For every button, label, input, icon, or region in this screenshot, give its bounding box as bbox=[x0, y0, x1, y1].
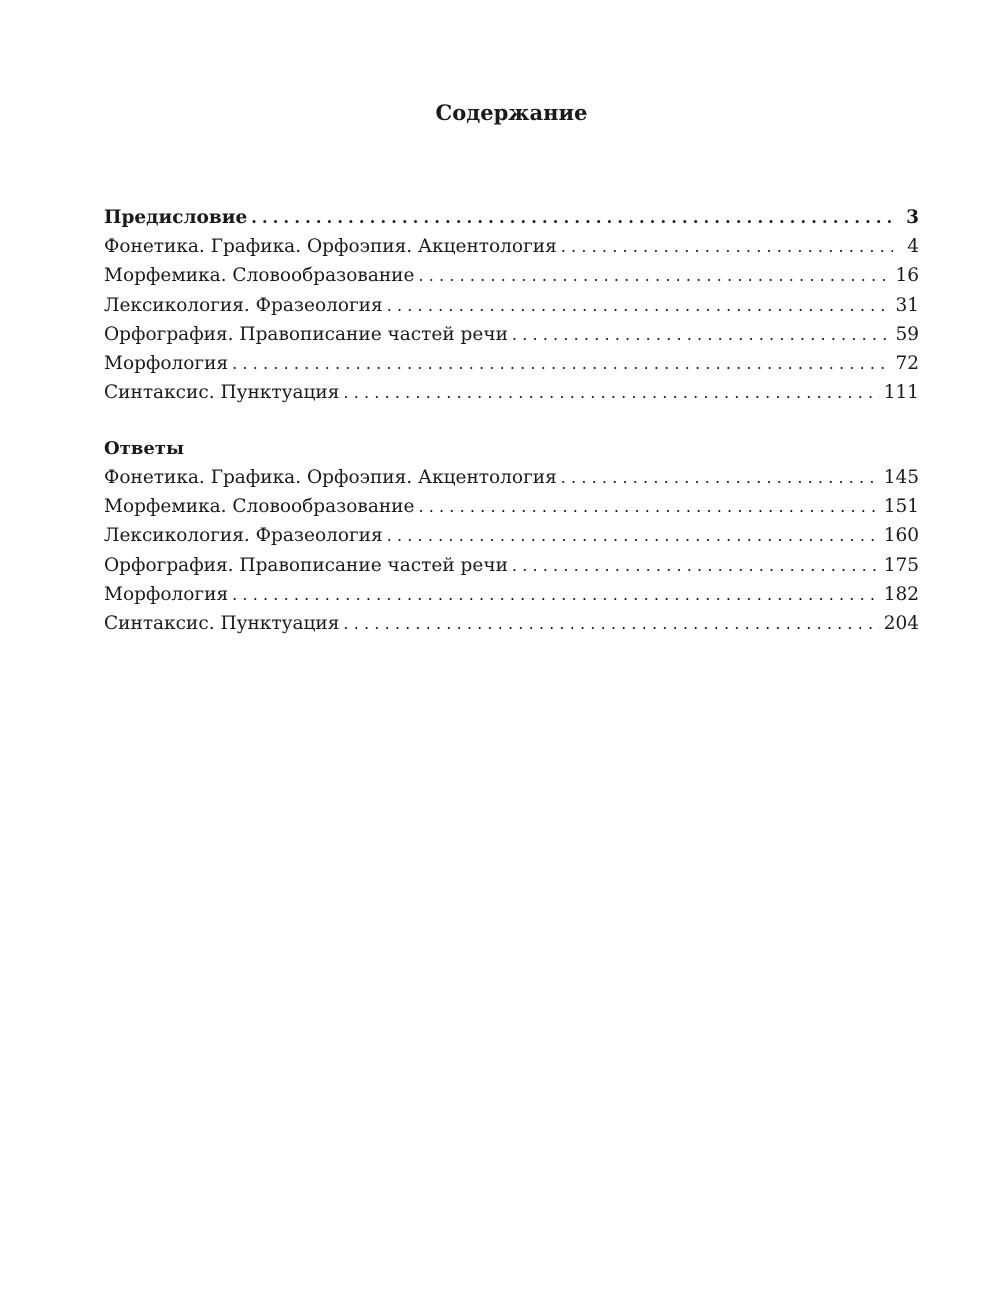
toc-answer-entry-syntax[interactable] bbox=[104, 609, 919, 638]
toc-entry-title: Фонетика. Графика. Орфоэпия. Акцентология bbox=[104, 467, 557, 488]
toc-answers-section bbox=[104, 434, 919, 638]
dot-leader bbox=[561, 463, 880, 492]
toc-answer-entry-orthography[interactable] bbox=[104, 551, 919, 580]
dot-leader bbox=[343, 378, 879, 407]
dot-leader bbox=[232, 580, 880, 609]
toc-entry-title: Предисловие bbox=[104, 207, 248, 228]
toc-entry-page: 31 bbox=[895, 294, 919, 316]
toc-entry-title: Фонетика. Графика. Орфоэпия. Акцентология bbox=[104, 236, 557, 258]
dot-leader bbox=[387, 291, 892, 320]
toc-entry-page: 3 bbox=[906, 207, 919, 228]
toc-entry-title: Морфология bbox=[104, 352, 229, 374]
toc-entry-page: 160 bbox=[883, 525, 919, 547]
toc-entry-lexicology[interactable] bbox=[104, 291, 919, 320]
answers-heading: Ответы bbox=[104, 438, 184, 459]
toc-entry-morphemics[interactable] bbox=[104, 261, 919, 290]
toc-entry-title: Морфемика. Словообразование bbox=[104, 265, 415, 287]
toc-answer-entry-lexicology[interactable] bbox=[104, 521, 919, 550]
dot-leader bbox=[343, 609, 879, 638]
toc-entry-page: 16 bbox=[895, 265, 919, 287]
toc-entry-preface[interactable] bbox=[104, 203, 919, 232]
dot-leader bbox=[418, 261, 891, 290]
toc-entry-page: 175 bbox=[883, 554, 919, 576]
toc-entry-title: Синтаксис. Пунктуация bbox=[104, 382, 340, 404]
toc-entry-page: 72 bbox=[895, 352, 919, 374]
toc-entry-title: Орфография. Правописание частей речи bbox=[104, 554, 508, 576]
toc-entry-title: Орфография. Правописание частей речи bbox=[104, 323, 508, 345]
dot-leader bbox=[251, 203, 893, 232]
toc-entry-title: Морфология bbox=[104, 583, 229, 605]
page-title: Содержание bbox=[435, 100, 588, 125]
toc-answer-entry-morphology[interactable] bbox=[104, 580, 919, 609]
toc-entry-title: Лексикология. Фразеология bbox=[104, 525, 383, 547]
toc-entry-page: 4 bbox=[907, 236, 919, 258]
dot-leader bbox=[512, 551, 880, 580]
toc-entry-title: Морфемика. Словообразование bbox=[104, 496, 415, 518]
dot-leader bbox=[232, 349, 891, 378]
toc-entry-page: 59 bbox=[895, 323, 919, 345]
toc-entry-page: 204 bbox=[883, 612, 919, 634]
dot-leader bbox=[418, 492, 879, 521]
toc-entry-title: Лексикология. Фразеология bbox=[104, 294, 383, 316]
toc-entry-phonetics[interactable] bbox=[104, 232, 919, 261]
toc-answer-entry-phonetics[interactable] bbox=[104, 463, 919, 492]
toc-entry-morphology[interactable] bbox=[104, 349, 919, 378]
toc-answer-entry-morphemics[interactable] bbox=[104, 492, 919, 521]
dot-leader bbox=[387, 521, 880, 550]
toc-main-section bbox=[104, 203, 919, 407]
dot-leader bbox=[561, 232, 893, 261]
toc-entry-page: 111 bbox=[883, 382, 919, 404]
toc-entry-page: 145 bbox=[883, 467, 919, 488]
toc-entry-syntax[interactable] bbox=[104, 378, 919, 407]
toc-entry-title: Синтаксис. Пунктуация bbox=[104, 612, 340, 634]
toc-entry-page: 151 bbox=[883, 496, 919, 518]
toc-entry-page: 182 bbox=[883, 583, 919, 605]
toc-entry-orthography[interactable] bbox=[104, 320, 919, 349]
dot-leader bbox=[512, 320, 892, 349]
